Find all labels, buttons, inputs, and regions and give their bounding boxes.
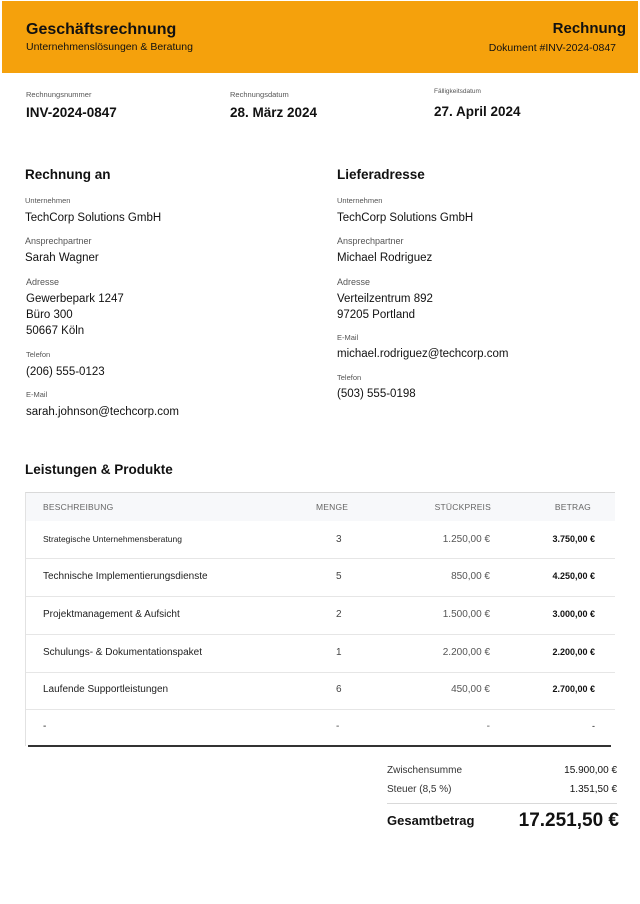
row-description: Technische Implementierungsdienste — [43, 571, 208, 582]
meta-due-date — [434, 88, 521, 119]
bill-to-email: sarah.johnson@techcorp.com — [26, 406, 179, 418]
table-row — [26, 710, 615, 746]
totals-divider — [387, 803, 617, 804]
bill-to-address-line1: Gewerbepark 1247 — [26, 293, 124, 305]
row-unit-price: 850,00 € — [451, 571, 490, 582]
document-number: Dokument #INV-2024-0847 — [488, 42, 616, 54]
row-description: Laufende Supportleistungen — [43, 684, 169, 695]
ship-to-email: michael.rodriguez@techcorp.com — [337, 348, 509, 360]
tax-row — [387, 784, 617, 798]
invoice-number-label: Rechnungsnummer — [26, 90, 92, 99]
row-quantity: 5 — [336, 571, 342, 582]
document-title: Rechnung — [552, 20, 626, 37]
tax-label: Steuer (8,5 %) — [387, 784, 452, 795]
row-quantity: 3 — [336, 534, 342, 545]
row-unit-price: 1.500,00 € — [442, 609, 490, 620]
subtotal-label: Zwischensumme — [387, 765, 463, 776]
company-name: Geschäftsrechnung — [26, 21, 177, 38]
ship-to-phone-label: Telefon — [337, 373, 362, 382]
row-amount: 2.200,00 € — [552, 647, 595, 657]
row-unit-price: - — [486, 721, 490, 732]
row-amount: 4.250,00 € — [552, 571, 595, 581]
row-quantity: - — [336, 721, 340, 732]
table-row — [26, 559, 615, 597]
ship-to-company-label: Unternehmen — [337, 196, 383, 205]
table-row — [26, 597, 615, 635]
bill-to-address-line3: 50667 Köln — [26, 325, 85, 337]
header-unit-price: STÜCKPREIS — [434, 502, 491, 512]
bill-to-title: Rechnung an — [25, 167, 111, 182]
row-quantity: 2 — [336, 609, 342, 620]
bill-to-phone-label: Telefon — [26, 350, 51, 359]
due-date-label: Fälligkeitsdatum — [434, 88, 481, 95]
ship-to-address-label: Adresse — [337, 277, 371, 287]
row-quantity: 6 — [336, 684, 342, 695]
bill-to-company-label: Unternehmen — [25, 196, 71, 205]
header-description: BESCHREIBUNG — [43, 502, 114, 512]
company-tagline: Unternehmenslösungen & Beratung — [26, 41, 193, 53]
subtotal-value: 15.900,00 € — [564, 765, 617, 776]
row-amount: 2.700,00 € — [552, 684, 595, 694]
bill-to-address-line2: Büro 300 — [26, 309, 73, 321]
ship-to-email-label: E-Mail — [337, 333, 359, 342]
row-unit-price: 450,00 € — [451, 684, 490, 695]
row-unit-price: 2.200,00 € — [442, 647, 490, 658]
row-description: Schulungs- & Dokumentationspaket — [43, 647, 202, 658]
table-bottom-rule — [28, 745, 611, 747]
meta-invoice-number — [26, 90, 117, 120]
bill-to-contact-label: Ansprechpartner — [25, 236, 92, 246]
ship-to-phone: (503) 555-0198 — [337, 388, 416, 400]
invoice-date-label: Rechnungsdatum — [230, 90, 289, 99]
ship-to-address-line2: 97205 Portland — [337, 309, 416, 321]
grand-total-label: Gesamtbetrag — [387, 813, 475, 828]
row-amount: - — [592, 721, 595, 731]
grand-total-value: 17.251,50 € — [518, 810, 619, 831]
row-description: - — [43, 721, 47, 732]
ship-to-company: TechCorp Solutions GmbH — [337, 212, 474, 224]
row-unit-price: 1.250,00 € — [442, 534, 490, 545]
row-quantity: 1 — [336, 647, 342, 658]
header-quantity: MENGE — [316, 502, 349, 512]
row-description: Strategische Unternehmensberatung — [43, 534, 182, 544]
row-amount: 3.750,00 € — [552, 534, 595, 544]
bill-to-phone: (206) 555-0123 — [26, 366, 105, 378]
invoice-number-value: INV-2024-0847 — [26, 105, 117, 120]
bill-to-email-label: E-Mail — [26, 390, 48, 399]
invoice-date-value: 28. März 2024 — [230, 105, 318, 120]
table-row — [26, 635, 615, 673]
items-title: Leistungen & Produkte — [25, 462, 173, 477]
tax-value: 1.351,50 € — [569, 784, 617, 795]
row-description: Projektmanagement & Aufsicht — [43, 609, 180, 620]
row-amount: 3.000,00 € — [552, 609, 595, 619]
table-row — [26, 673, 615, 710]
ship-to-contact-label: Ansprechpartner — [337, 236, 404, 246]
invoice-header — [2, 1, 638, 73]
subtotal-row — [387, 765, 617, 779]
items-table — [25, 492, 615, 746]
table-row — [26, 521, 615, 559]
ship-to-address-line1: Verteilzentrum 892 — [337, 293, 433, 305]
bill-to-contact: Sarah Wagner — [25, 252, 99, 264]
meta-invoice-date — [230, 90, 317, 120]
ship-to-title: Lieferadresse — [337, 167, 425, 182]
table-header — [26, 493, 615, 521]
header-amount: BETRAG — [554, 502, 591, 512]
bill-to-company: TechCorp Solutions GmbH — [25, 212, 162, 224]
ship-to-contact: Michael Rodriguez — [337, 252, 433, 264]
due-date-value: 27. April 2024 — [434, 104, 521, 119]
bill-to-address-label: Adresse — [26, 277, 60, 287]
